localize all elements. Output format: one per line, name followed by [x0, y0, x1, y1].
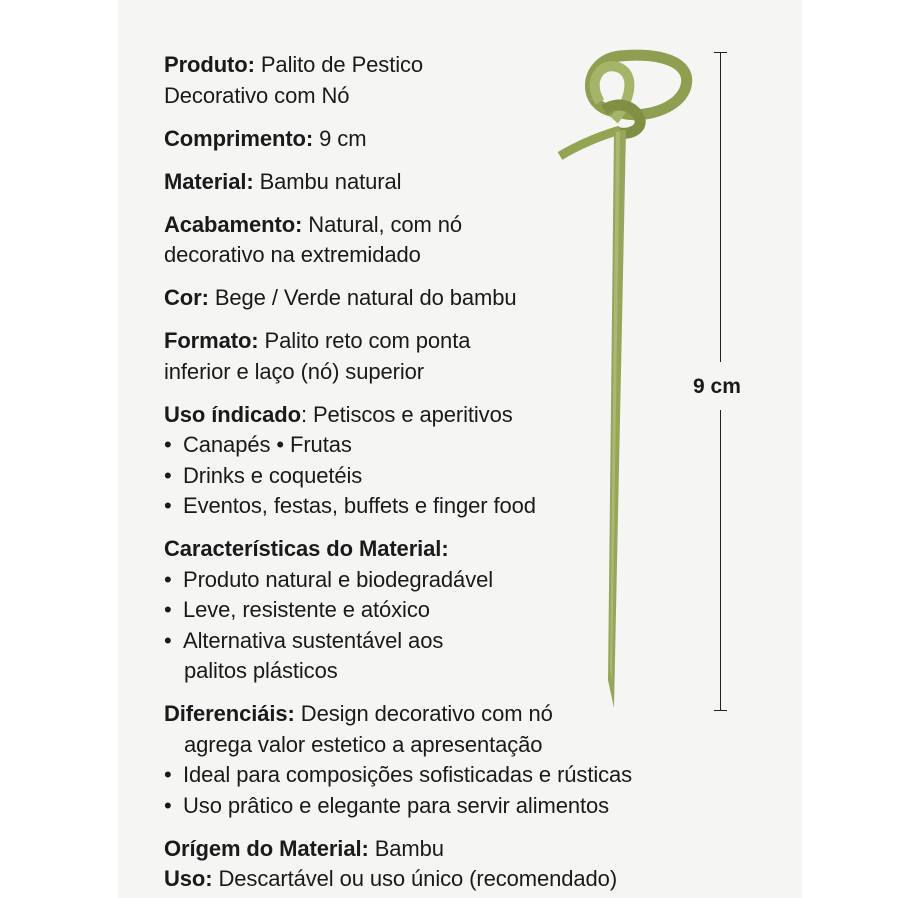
produto-value-2: Decorativo com Nó — [164, 82, 350, 108]
uso-indicado-label: Uso índicado — [164, 401, 301, 427]
caracteristicas-label: Características do Material: — [164, 536, 449, 561]
dimension-bottom-cap — [714, 710, 727, 711]
dimension-line-top — [720, 52, 721, 362]
list-item: • Drinks e coquetéis — [164, 461, 704, 492]
material-value: Bambu natural — [253, 168, 402, 194]
spec-diferenciais — [164, 699, 704, 821]
uso-indicado-value: : Petiscos e aperitivos — [300, 401, 513, 427]
produto-label: Produto: — [164, 52, 255, 77]
produto-value-1: Palito de Pestico — [254, 52, 424, 77]
diferenciais-value-1: Design decorativo com nó — [294, 701, 553, 726]
dimension-label: 9 cm — [693, 375, 741, 398]
spec-caracteristicas — [164, 534, 704, 687]
uso-value: Descartável ou uso único (recomendado) — [212, 866, 618, 891]
diferenciais-value-2: agrega valor estetico a apresentação — [184, 731, 543, 757]
spec-material — [164, 167, 704, 198]
list-item: • Produto natural e biodegradável — [164, 565, 704, 596]
spec-comprimento — [164, 124, 704, 155]
comprimento-value: 9 cm — [313, 125, 367, 151]
spec-produto — [164, 50, 704, 111]
list-item: • Alternativa sustentável aos — [164, 626, 704, 657]
list-item: • Canapés • Frutas — [164, 430, 704, 461]
caracteristicas-continuation: palitos plásticos — [184, 658, 338, 683]
cor-value: Bege / Verde natural do bambu — [208, 285, 517, 310]
diferenciais-label: Diferenciáis: — [164, 701, 295, 726]
spec-origem — [164, 834, 704, 865]
acabamento-value-1: Natural, com nó — [302, 211, 463, 237]
product-spec-list — [164, 50, 704, 895]
dimension-line-bottom — [720, 410, 721, 710]
material-label: Material: — [164, 168, 254, 194]
acabamento-value-2: decorativo na extremidado — [164, 242, 421, 267]
formato-value-1: Palito reto com ponta — [258, 328, 471, 353]
bullet-icon: • — [164, 493, 172, 518]
list-item: • Uso prâtico e elegante para servir alimentos — [164, 791, 704, 822]
list-item: • Ideal para composições sofisticadas e rústicas — [164, 760, 704, 791]
bullet-icon: • — [164, 627, 172, 653]
bullet-icon: • — [164, 597, 172, 622]
cor-label: Cor: — [164, 285, 209, 310]
spec-uso-indicado — [164, 400, 704, 522]
formato-label: Formato: — [164, 328, 259, 353]
uso-label: Uso: — [164, 866, 213, 891]
bullet-icon: • — [164, 566, 172, 592]
spec-formato — [164, 326, 704, 387]
bullet-icon: • — [164, 792, 172, 818]
comprimento-label: Comprimento: — [164, 125, 314, 151]
origem-label: Orígem do Material: — [164, 835, 369, 861]
bullet-icon: • — [164, 432, 172, 457]
spec-acabamento — [164, 210, 704, 271]
bullet-icon: • — [164, 762, 172, 787]
formato-value-2: inferior e laço (nó) superior — [164, 358, 424, 384]
list-item: • Leve, resistente e atóxico — [164, 595, 704, 626]
list-item: • Eventos, festas, buffets e finger food — [164, 491, 704, 522]
spec-cor — [164, 283, 704, 314]
origem-value: Bambu — [368, 835, 444, 861]
bullet-icon: • — [164, 462, 172, 488]
acabamento-label: Acabamento: — [164, 211, 303, 237]
spec-uso — [164, 864, 704, 895]
